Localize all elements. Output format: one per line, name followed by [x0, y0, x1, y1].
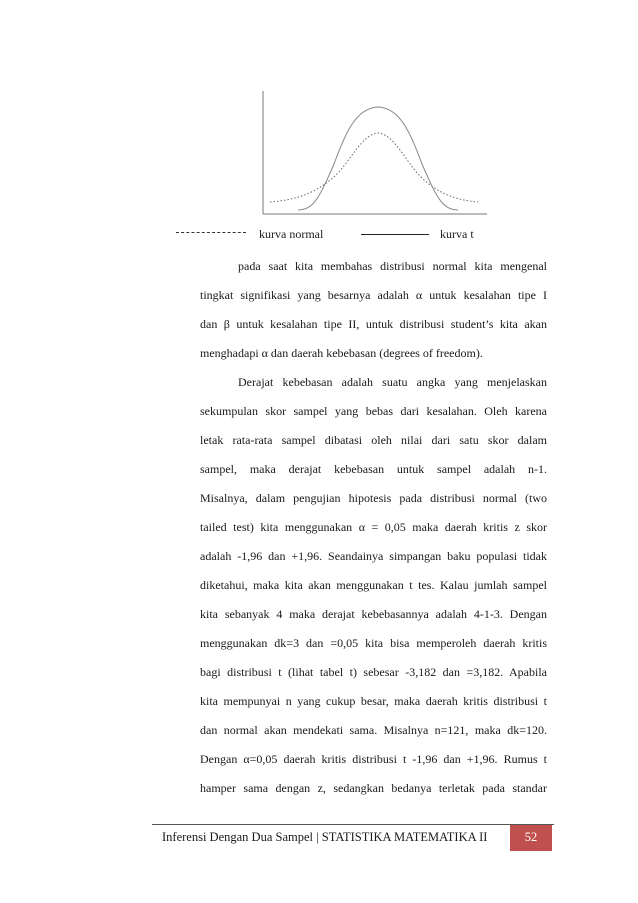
distribution-curves-figure [250, 88, 490, 216]
text-line: hamper sama dengan z, sedangkan bedanya terletak pada standar [200, 781, 547, 795]
text-line: diketahui, maka kita akan menggunakan t tes. Kalau jumlah sampel [200, 578, 547, 592]
text-line: Misalnya, dalam pengujian hipotesis pada distribusi normal (two [200, 491, 547, 505]
legend-solid-line [361, 234, 429, 235]
footer-title: Inferensi Dengan Dua Sampel | STATISTIKA MATEMATIKA II [162, 830, 488, 844]
paragraph-degrees-of-freedom [200, 368, 547, 803]
text-line: adalah -1,96 dan +1,96. Seandainya simpangan baku populasi tidak [200, 549, 547, 563]
text-line: sekumpulan skor sampel yang bebas dari kesalahan. Oleh karena [200, 404, 547, 418]
text-line: dan normal akan mendekati sama. Misalnya n=121, maka dk=120. [200, 723, 547, 737]
page-number: 52 [524, 830, 538, 844]
legend-dashed-line [176, 232, 246, 233]
text-line: bagi distribusi t (lihat tabel t) sebesar -3,182 dan =3,182. Apabila [200, 665, 547, 679]
dotted-curve [270, 133, 478, 202]
text-line: letak rata-rata sampel dibatasi oleh nilai dari satu skor dalam [200, 433, 547, 447]
text-line: tingkat signifikasi yang besarnya adalah α untuk kesalahan tipe I [200, 288, 547, 302]
text-line: tailed test) kita menggunakan α = 0,05 maka daerah kritis z skor [200, 520, 547, 534]
text-line: Dengan α=0,05 daerah kritis distribusi t -1,96 dan +1,96. Rumus t [200, 752, 547, 766]
text-line: pada saat kita membahas distribusi normal kita mengenal [238, 259, 547, 273]
text-line: menggunakan dk=3 dan =0,05 kita bisa memperoleh daerah kritis [200, 636, 547, 650]
solid-curve [298, 107, 458, 210]
text-line: sampel, maka derajat kebebasan untuk sampel adalah n-1. [200, 462, 547, 476]
legend-t-label: kurva t [440, 227, 474, 241]
text-line: kita sebanyak 4 maka derajat kebebasannya adalah 4-1-3. Dengan [200, 607, 547, 621]
legend-normal-label: kurva normal [259, 227, 324, 241]
footer-rule [152, 824, 554, 825]
text-line: kita mempunyai n yang cukup besar, maka daerah kritis distribusi t [200, 694, 547, 708]
text-line: Derajat kebebasan adalah suatu angka yang menjelaskan [238, 375, 547, 389]
text-line: dan β untuk kesalahan tipe II, untuk distribusi student’s kita akan [200, 317, 547, 331]
paragraph-alpha-beta [200, 252, 547, 368]
text-line: menghadapi α dan daerah kebebasan (degrees of freedom). [200, 346, 483, 360]
